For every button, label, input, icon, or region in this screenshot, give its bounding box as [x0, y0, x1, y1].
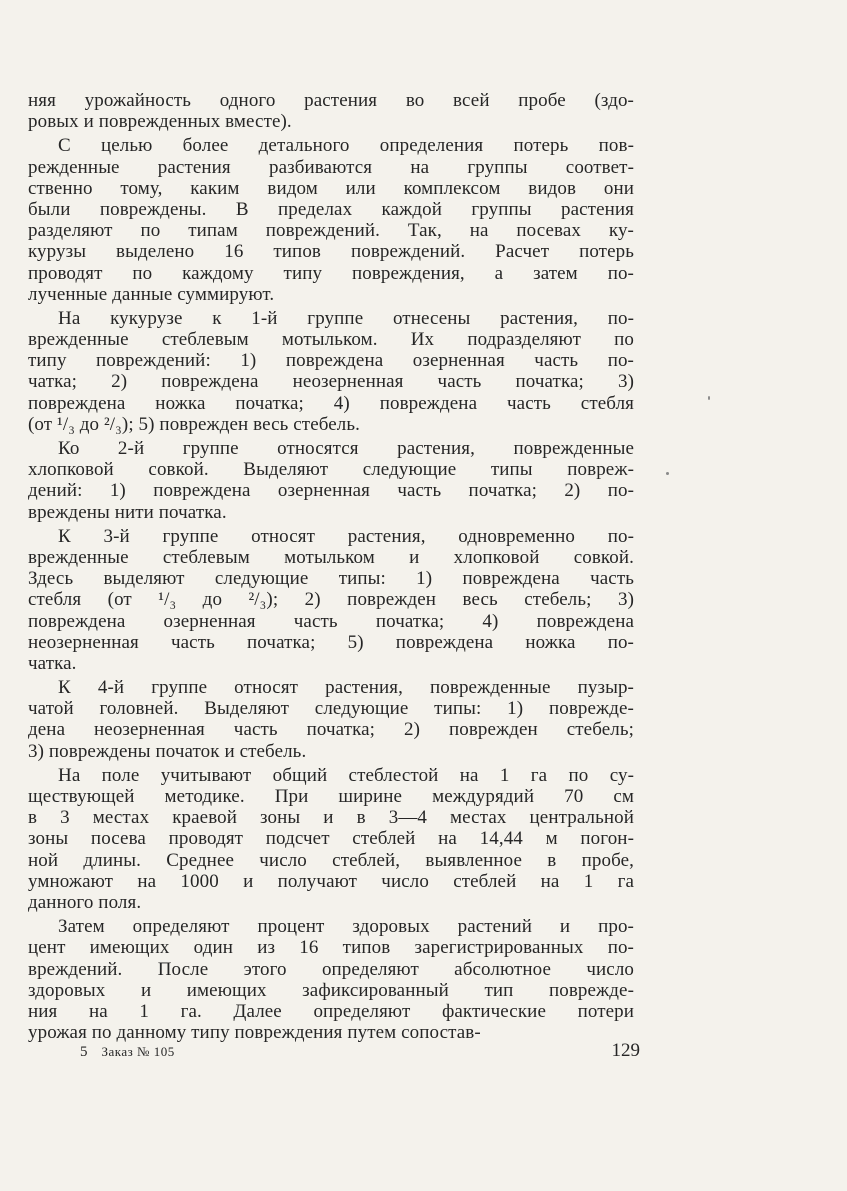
text-line: неозерненная часть початка; 5) повреждена ножка по- — [28, 631, 634, 653]
order-label: Заказ № 105 — [101, 1044, 175, 1059]
paragraph — [28, 765, 634, 913]
text-line: цент имеющих один из 16 типов зарегистрированных по- — [28, 937, 634, 959]
text-line: чатка; 2) повреждена неозерненная часть початка; 3) — [28, 371, 634, 393]
text-line: данного поля. — [28, 891, 142, 913]
text-line: повреждена озерненная часть початка; 4) повреждена — [28, 610, 634, 632]
paragraph — [28, 135, 634, 305]
text-line: врежденные стеблевым мотыльком. Их подразделяют по — [28, 329, 634, 351]
signature-number: 5 — [80, 1044, 88, 1060]
text-line: ровых и поврежденных вместе). — [28, 111, 292, 133]
text-line: врежденные стеблевым мотыльком и хлопковой совкой. — [28, 546, 634, 568]
text-line: курузы выделено 16 типов повреждений. Расчет потерь — [28, 241, 634, 263]
text-line: типу повреждений: 1) повреждена озерненная часть по- — [28, 350, 634, 372]
text-line: умножают на 1000 и получают число стеблей на 1 га — [28, 870, 634, 892]
text-line: няя урожайность одного растения во всей пробе (здо- — [28, 90, 634, 111]
text-line: вреждений. После этого определяют абсолютное число — [28, 958, 634, 980]
text-line: в 3 местах краевой зоны и в 3—4 местах центральной — [28, 807, 634, 829]
text-line: стебля (от ¹/₃ до ²/₃); 2) поврежден весь стебель; 3) — [28, 589, 634, 611]
text-line: На поле учитывают общий стеблестой на 1 га по су- — [58, 764, 634, 786]
paragraph — [28, 916, 634, 1043]
text-line: урожая по данному типу повреждения путем сопостав- — [28, 1022, 481, 1044]
scan-speck — [708, 396, 710, 400]
text-line: 3) повреждены початок и стебель. — [28, 740, 307, 762]
text-line: ния на 1 га. Далее определяют фактические потери — [28, 1000, 634, 1022]
text-line: На кукурузе к 1-й группе отнесены растения, по- — [58, 307, 634, 329]
text-line: проводят по каждому типу повреждения, а затем по- — [28, 262, 634, 284]
text-line: С целью более детального определения потерь пов- — [58, 135, 634, 157]
paragraph — [28, 677, 634, 762]
text-line: ществующей методике. При ширине междурядий 70 см — [28, 786, 634, 807]
text-line: чатка. — [28, 652, 77, 674]
page-number: 129 — [611, 1040, 640, 1061]
text-line: чатой головней. Выделяют следующие типы: 1) поврежде- — [28, 698, 634, 720]
text-line: дена неозерненная часть початка; 2) поврежден стебель; — [28, 719, 634, 741]
text-line: (от ¹/₃ до ²/₃); 5) поврежден весь стебель. — [28, 413, 360, 435]
text-line: были повреждены. В пределах каждой группы растения — [28, 198, 634, 220]
text-line: К 4-й группе относят растения, поврежденные пузыр- — [58, 677, 634, 699]
text-line: здоровых и имеющих зафиксированный тип поврежде- — [28, 979, 634, 1001]
text-line: дений: 1) повреждена озерненная часть початка; 2) по- — [28, 480, 634, 502]
paragraph — [28, 526, 634, 674]
body-text — [28, 90, 634, 1043]
paragraph — [28, 438, 634, 523]
text-line: режденные растения разбиваются на группы соответ- — [28, 156, 634, 178]
text-line: лученные данные суммируют. — [28, 283, 275, 305]
text-line: вреждены нити початка. — [28, 501, 227, 523]
text-line: ственно тому, каким видом или комплексом видов они — [28, 177, 634, 199]
scan-speck — [666, 472, 669, 475]
text-line: Ко 2-й группе относятся растения, поврежденные — [58, 438, 634, 459]
paragraph — [28, 90, 634, 132]
text-line: Затем определяют процент здоровых растений и про- — [58, 916, 634, 938]
printer-signature — [80, 1044, 175, 1061]
text-line: разделяют по типам повреждений. Так, на посевах ку- — [28, 220, 634, 242]
text-line: К 3-й группе относят растения, одновременно по- — [58, 525, 634, 547]
paragraph — [28, 308, 634, 435]
text-line: ной длины. Среднее число стеблей, выявленное в пробе, — [28, 849, 634, 871]
text-line: Здесь выделяют следующие типы: 1) повреждена часть — [28, 568, 634, 590]
text-line: зоны посева проводят подсчет стеблей на 14,44 м погон- — [28, 828, 634, 850]
page-footer — [80, 1040, 640, 1066]
text-line: повреждена ножка початка; 4) повреждена часть стебля — [28, 392, 634, 414]
text-line: хлопковой совкой. Выделяют следующие типы повреж- — [28, 459, 634, 481]
